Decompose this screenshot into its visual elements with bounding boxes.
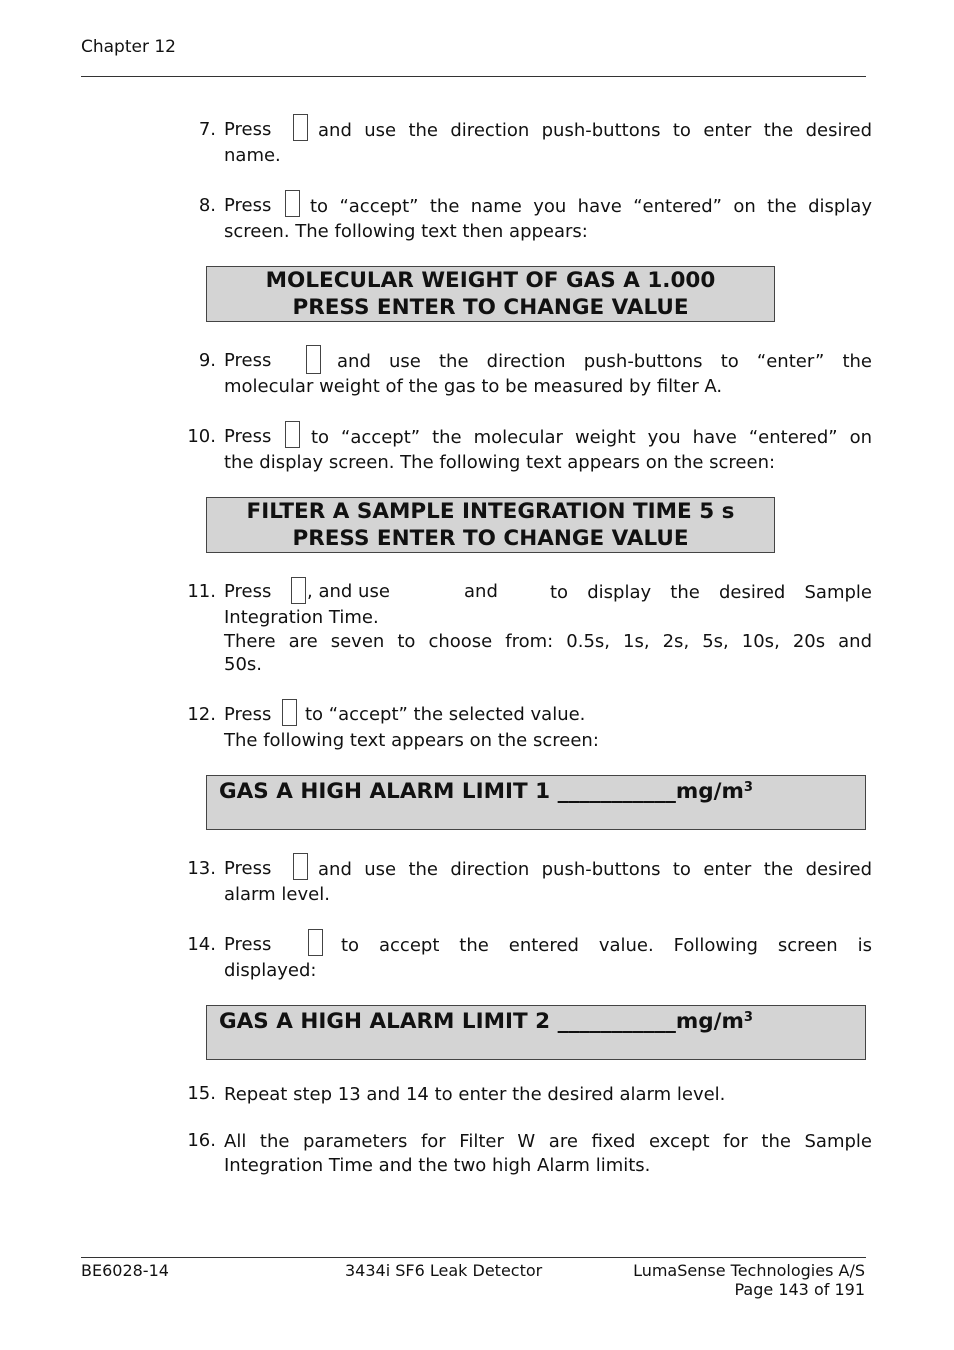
step-number: 12. [187,704,216,725]
key-button-icon [291,577,306,604]
step-number: 9. [198,350,216,371]
step-text: Press [224,350,272,371]
screen-line: PRESS ENTER TO CHANGE VALUE [292,295,689,320]
step-text: Press [224,858,272,879]
footer-page-number: Page 143 of 191 [734,1280,865,1299]
screen-line: GAS A HIGH ALARM LIMIT 1 $\_\_\_\_\_\_\_\_\_\_\_mg/m^3$ [219,779,753,804]
step-text: , and use [307,581,390,602]
step-number: 10. [187,426,216,447]
step-number: 15. [187,1083,216,1104]
step-text: Press [224,195,272,216]
step-text: to “accept” the selected value. [305,704,586,725]
step-text: 50s. [224,654,263,675]
step-text: to display the desired Sample [550,582,872,603]
header-rule [81,76,866,77]
footer-doc-id: BE6028-14 [81,1261,169,1280]
step-text: screen. The following text then appears: [224,221,588,242]
step-text: Press [224,426,272,447]
step-number: 8. [198,195,216,216]
step-text: Repeat step 13 and 14 to enter the desired alarm level. [224,1084,726,1105]
step-text: Integration Time. [224,607,379,628]
step-text: to “accept” the name you have “entered” on the display [310,196,872,217]
step-text: name. [224,145,281,166]
footer-rule [81,1257,866,1258]
key-button-icon [285,190,300,217]
display-screen-molecular-weight [206,266,775,322]
step-text: and [464,581,498,602]
key-button-icon [293,114,308,141]
step-text: All the parameters for Filter W are fixed except for the Sample [224,1131,872,1152]
key-button-icon [306,345,321,374]
step-text: Press [224,934,272,955]
step-number: 7. [198,119,216,140]
step-text: to “accept” the molecular weight you have “entered” on [311,427,872,448]
step-text: Press [224,119,272,140]
step-number: 14. [187,934,216,955]
footer-company: LumaSense Technologies A/S [633,1261,865,1280]
step-number: 16. [187,1130,216,1151]
step-text: the display screen. The following text appears on the screen: [224,452,776,473]
step-text: to accept the entered value. Following screen is [341,935,872,956]
footer-product: 3434i SF6 Leak Detector [345,1261,543,1280]
step-text: The following text appears on the screen: [224,730,599,751]
display-screen-alarm-limit-1 [206,775,866,830]
display-screen-integration-time [206,497,775,553]
chapter-header: Chapter 12 [81,37,177,57]
screen-line: MOLECULAR WEIGHT OF GAS A 1.000 [265,268,716,293]
step-text: Press [224,581,272,602]
display-screen-alarm-limit-2 [206,1005,866,1060]
screen-line: PRESS ENTER TO CHANGE VALUE [292,526,689,551]
step-text: Integration Time and the two high Alarm limits. [224,1155,651,1176]
step-text: and use the direction push-buttons to enter the desired [318,120,872,141]
step-text: alarm level. [224,884,330,905]
superscript: 3 [743,780,753,795]
key-button-icon [308,929,323,956]
step-number: 11. [187,581,216,602]
step-text: and use the direction push-buttons to “enter” the [337,351,872,372]
screen-line: FILTER A SAMPLE INTEGRATION TIME 5 s [246,499,735,524]
key-button-icon [285,421,300,448]
superscript: 3 [743,1010,753,1025]
screen-line: GAS A HIGH ALARM LIMIT 2 $\_\_\_\_\_\_\_\_\_\_\_mg/m^3$ [219,1009,753,1034]
step-text: displayed: [224,960,317,981]
step-text: molecular weight of the gas to be measured by filter A. [224,376,723,397]
step-number: 13. [187,858,216,879]
step-text: Press [224,704,272,725]
key-button-icon [293,853,308,880]
key-button-icon [282,699,297,726]
step-text: There are seven to choose from: 0.5s, 1s, 2s, 5s, 10s, 20s and [224,631,872,652]
step-text: and use the direction push-buttons to enter the desired [318,859,872,880]
